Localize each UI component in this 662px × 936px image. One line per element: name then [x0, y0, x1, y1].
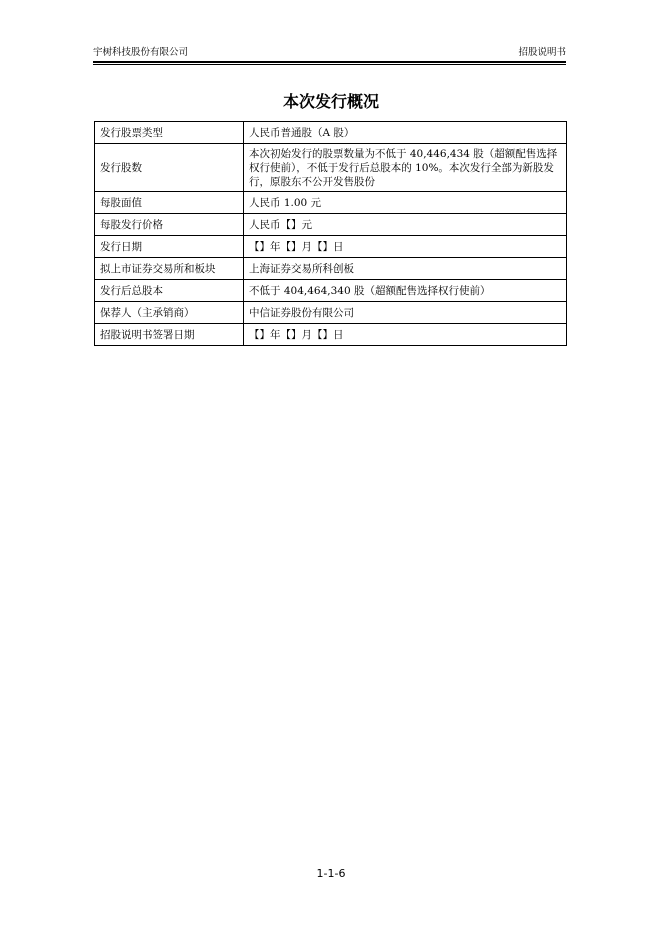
row-label: 招股说明书签署日期 [95, 324, 244, 346]
table-row [95, 236, 567, 258]
table-row [95, 214, 567, 236]
header-document-type: 招股说明书 [518, 47, 566, 58]
row-value: 人民币 1.00 元 [244, 192, 567, 214]
row-value: 人民币【】元 [244, 214, 567, 236]
row-value: 上海证券交易所科创板 [244, 258, 567, 280]
row-label: 拟上市证券交易所和板块 [95, 258, 244, 280]
table-row [95, 280, 567, 302]
row-label: 发行日期 [95, 236, 244, 258]
table-row [95, 122, 567, 144]
row-label: 每股发行价格 [95, 214, 244, 236]
table-row [95, 302, 567, 324]
row-value: 人民币普通股（A 股） [244, 122, 567, 144]
page-number: 1-1-6 [316, 867, 346, 880]
row-label: 每股面值 [95, 192, 244, 214]
header-rule [93, 61, 566, 63]
table-row [95, 258, 567, 280]
row-value: 中信证券股份有限公司 [244, 302, 567, 324]
page-header [93, 46, 566, 60]
page-title: 本次发行概况 [282, 92, 379, 111]
header-company-name: 宇树科技股份有限公司 [93, 47, 189, 58]
table-row [95, 324, 567, 346]
table-row [95, 192, 567, 214]
row-value: 【】年【】月【】日 [244, 236, 567, 258]
row-label: 保荐人（主承销商） [95, 302, 244, 324]
row-value: 不低于 404,464,340 股（超额配售选择权行使前） [244, 280, 567, 302]
row-label: 发行股数 [95, 144, 244, 192]
row-value: 本次初始发行的股票数量为不低于 40,446,434 股（超额配售选择权行使前），不低于发行后总股本的 10%。本次发行全部为新股发行，原股东不公开发售股份 [244, 144, 567, 192]
offering-overview-table [94, 121, 567, 346]
header-rule-thin [93, 64, 566, 65]
row-label: 发行股票类型 [95, 122, 244, 144]
table-row [95, 144, 567, 192]
row-label: 发行后总股本 [95, 280, 244, 302]
row-value: 【】年【】月【】日 [244, 324, 567, 346]
